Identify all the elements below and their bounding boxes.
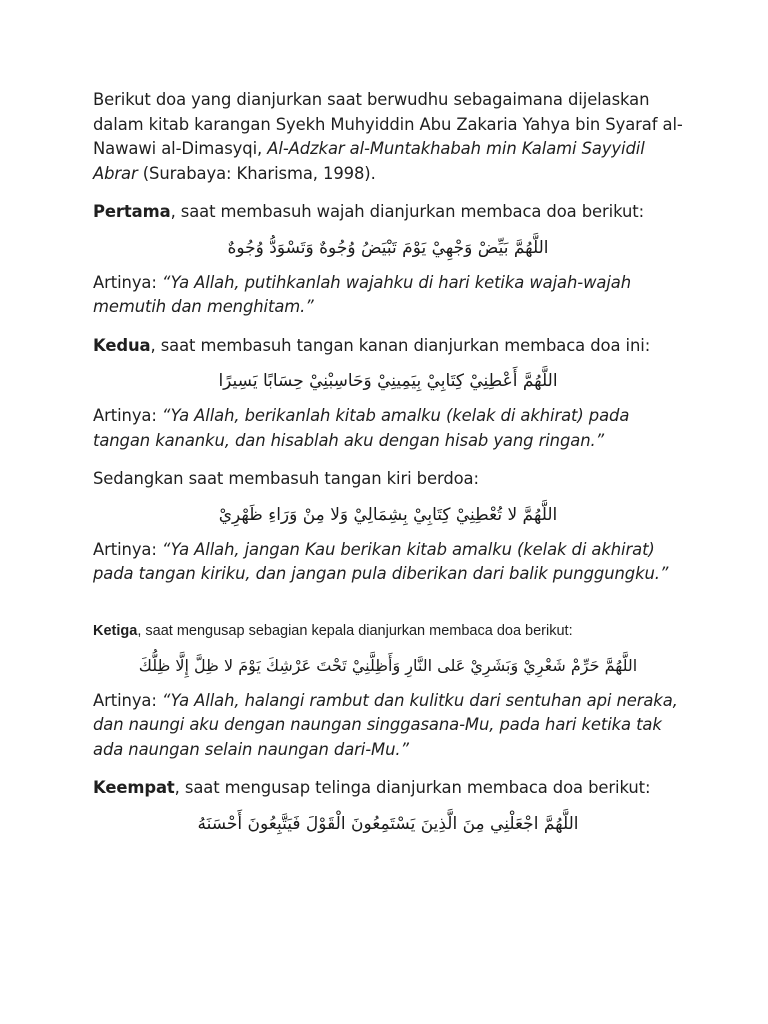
arabic-prayer-2: اللَّهُمَّ أَعْطِنِيْ كِتَابِيْ بِيَمِينِيْ وَحَاسِبْنِيْ حِسَابًا يَسِيرًا [218,371,558,391]
translation-prefix: Artinya: [93,690,162,710]
section-label: Kedua [93,335,151,355]
section-heading-pertama [93,200,683,225]
translation-text: “Ya Allah, jangan Kau berikan kitab amalku (kelak di akhirat) pada tangan kiriku, dan jangan pula diberikan dari balik punggungku.” [93,539,669,583]
section-lead-text: , saat mengusap sebagian kepala dianjurkan membaca doa berikut: [137,622,573,639]
section-label: Pertama [93,202,171,221]
intro-suffix: (Surabaya: Kharisma, 1998). [137,163,376,183]
translation-1 [93,271,683,320]
translation-text: “Ya Allah, putihkanlah wajahku di hari ketika wajah-wajah memutih dan menghitam.” [93,272,632,316]
document-body [93,88,683,837]
section-lead-text: , saat membasuh tangan kanan dianjurkan membaca doa ini: [150,335,651,355]
book-title: Al-Adzkar al-Muntakhabah min Kalami Sayyidil Abrar [93,139,645,183]
translation-text: “Ya Allah, halangi rambut dan kulitku dari sentuhan api neraka, dan naungi aku dengan naungan singgasana-Mu, pada hari ketika tak ada naungan selain naungan dari-Mu.” [93,690,678,759]
translation-prefix: Artinya: [93,406,162,425]
translation-text: “Ya Allah, berikanlah kitab amalku (kelak di akhirat) pada tangan kananku, dan hisablah aku dengan hisab yang ringan.” [93,406,630,450]
section-heading-tangan-kiri: Sedangkan saat membasuh tangan kiri berdoa: [93,469,479,488]
arabic-prayer-3: اللَّهُمَّ لا تُعْطِنِيْ كِتَابِيْ بِشِمَالِيْ وَلا مِنْ وَرَاءِ ظَهْرِيْ [218,504,558,525]
translation-3 [93,538,683,587]
arabic-prayer-5: اللَّهُمَّ اجْعَلْنِي مِنَ الَّذِينَ يَسْتَمِعُونَ الْقَوْلَ فَيَتَّبِعُونَ أَحْسَنَهُ [197,813,579,834]
arabic-prayer-4: اللَّهُمَّ حَرِّمْ شَعْرِيْ وَبَشَرِيْ عَلى النَّارِ وَأَظِلَّنِيْ تَحْتَ عَرْشِكَ يَوْمَ لا ظِلَّ إِلَّا ظِلُّكَ [138,655,638,675]
section-heading-keempat [93,776,683,801]
section-heading-kedua [93,334,683,359]
translation-2 [93,404,683,453]
section-lead-text: , saat membasuh wajah dianjurkan membaca doa berikut: [170,202,645,221]
arabic-prayer-1: اللَّهُمَّ بَيِّضْ وَجْهِيْ يَوْمَ تَبْيَضُ وُجُوهٌ وَتَسْوَدُّ وُجُوهٌ [227,237,549,258]
intro-text: Berikut doa yang dianjurkan saat berwudhu sebagaimana dijelaskan dalam kitab karangan Syekh Muhyiddin Abu Zakaria Yahya bin Syaraf al-Nawawi al-Dimasyqi, [93,90,683,158]
translation-prefix: Artinya: [93,539,162,559]
translation-prefix: Artinya: [93,272,162,292]
section-lead-text: , saat mengusap telinga dianjurkan membaca doa berikut: [174,778,651,797]
translation-4 [93,689,683,763]
section-heading-ketiga [93,621,683,641]
section-label: Keempat [93,778,175,797]
section-label: Ketiga [93,622,138,639]
intro-paragraph [93,88,683,186]
